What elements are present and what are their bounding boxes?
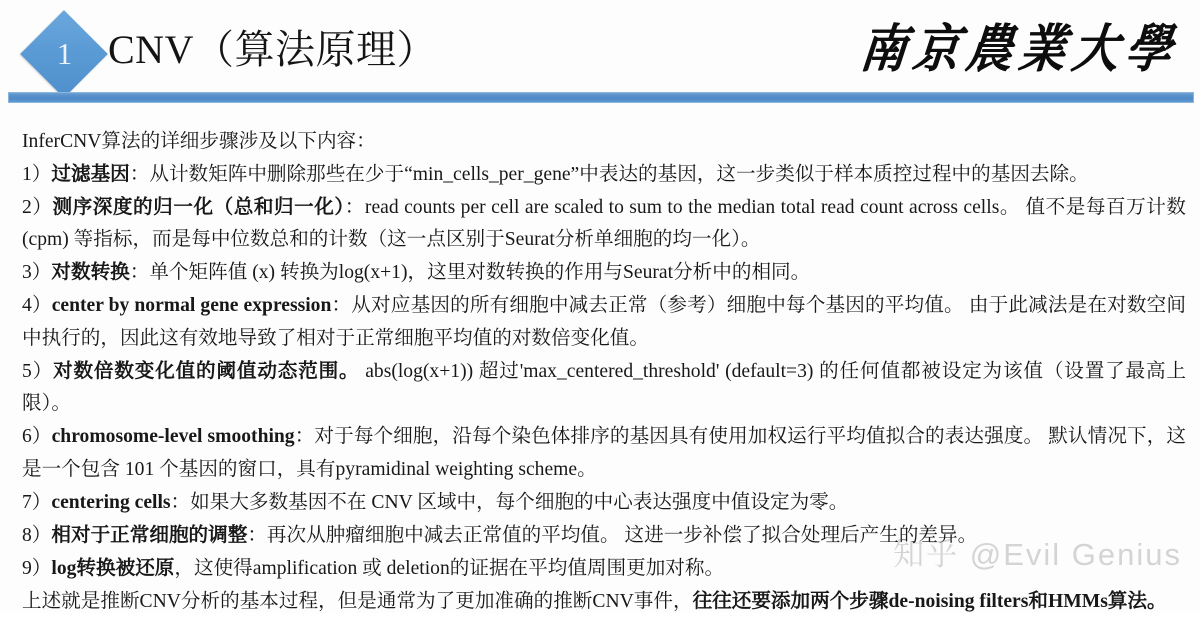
- step-marker: 9）: [22, 557, 52, 579]
- step-lead: 测序深度的归一化（总和归一化）: [52, 197, 345, 218]
- step-text: 对于每个细胞，沿每个染色体排序的基因具有使用加权运行平均值拟合的表达强度。 默认情况下，这是一个包含 101 个基因的窗口，具有pyramidinal weighting scheme。: [22, 426, 1187, 480]
- step-item: [22, 192, 1186, 257]
- page-title: CNV（算法原理）: [108, 27, 437, 72]
- header-divider: [8, 92, 1194, 103]
- step-text: abs(log(x+1)) 超过'max_centered_threshold' (default=3) 的任何值都被设定为该值（设置了最高上限）。: [22, 360, 1186, 415]
- step-text: 从计数矩阵中删除那些在少于“min_cells_per_gene”中表达的基因，这一步类似于样本质控过程中的基因去除。: [149, 164, 1089, 185]
- step-marker: 5）: [22, 360, 54, 382]
- step-separator: ：: [129, 164, 150, 185]
- step-separator: ：: [247, 524, 267, 546]
- watermark: 知乎 @Evil Genius: [893, 537, 1182, 572]
- step-list: [22, 159, 1186, 585]
- step-item: [22, 487, 1186, 519]
- step-lead: 相对于正常细胞的调整: [51, 524, 248, 546]
- step-separator: ：: [344, 197, 365, 218]
- slide-header: [0, 0, 1200, 112]
- closing-emphasis: 往往还要添加两个步骤de-noising filters和HMMs算法。: [692, 590, 1167, 612]
- step-lead: 对数倍数变化值的阈值动态范围。: [53, 360, 360, 382]
- step-text: 再次从肿瘤细胞中减去正常值的平均值。 这进一步补偿了拟合处理后产生的差异。: [266, 524, 978, 546]
- step-marker: 1）: [22, 164, 52, 185]
- slide-number-badge: [22, 12, 106, 96]
- step-item: [22, 159, 1186, 191]
- university-logo: 南京農業大學: [857, 18, 1182, 79]
- step-lead: log转换被还原: [51, 557, 175, 579]
- step-item: [22, 356, 1186, 421]
- step-text: 从对应基因的所有细胞中减去正常（参考）细胞中每个基因的平均值。 由于此减法是在对数空间中执行的，因此这有效地导致了相对于正常细胞平均值的对数倍变化值。: [22, 295, 1186, 349]
- step-separator: ，: [174, 557, 194, 579]
- intro-line: InferCNV算法的详细步骤涉及以下内容：: [22, 131, 376, 152]
- step-marker: 2）: [22, 197, 53, 218]
- closing-prefix: 上述就是推断CNV分析的基本过程，但是通常为了更加准确的推断CNV事件，: [22, 590, 693, 612]
- step-marker: 4）: [22, 295, 52, 317]
- step-text: 如果大多数基因不在 CNV 区域中，每个细胞的中心表达强度中值设定为零。: [190, 491, 849, 513]
- step-text: read counts per cell are scaled to sum to the median total read count across cells。 值不是每百万计数 (cpm) 等指标，而是每中位数总和的计数（这一点区别于Seurat分析单细胞的均一化）。: [22, 197, 1187, 251]
- step-item: [22, 520, 1186, 552]
- step-lead: chromosome-level smoothing: [51, 426, 295, 448]
- step-item: [22, 553, 1186, 585]
- step-marker: 3）: [22, 262, 52, 284]
- step-lead: center by normal gene expression: [51, 295, 332, 317]
- step-lead: 对数转换: [51, 262, 130, 284]
- step-item: [22, 290, 1186, 355]
- step-item: [22, 257, 1186, 289]
- slide-number-label: 1: [56, 35, 73, 71]
- step-separator: ：: [129, 262, 150, 284]
- closing-line: [22, 586, 1186, 618]
- step-text: 单个矩阵值 (x) 转换为log(x+1)，这里对数转换的作用与Seurat分析中的相同。: [149, 262, 811, 284]
- step-item: [22, 421, 1186, 486]
- step-lead: centering cells: [51, 491, 171, 513]
- step-separator: ：: [170, 491, 191, 513]
- step-separator: ：: [331, 295, 352, 317]
- step-separator: ：: [294, 426, 315, 448]
- slide-body: [22, 126, 1186, 619]
- step-marker: 6）: [22, 426, 52, 448]
- step-marker: 7）: [22, 491, 52, 513]
- step-text: 这使得amplification 或 deletion的证据在平均值周围更加对称。: [194, 557, 725, 579]
- step-lead: 过滤基因: [51, 164, 130, 185]
- step-marker: 8）: [22, 524, 52, 546]
